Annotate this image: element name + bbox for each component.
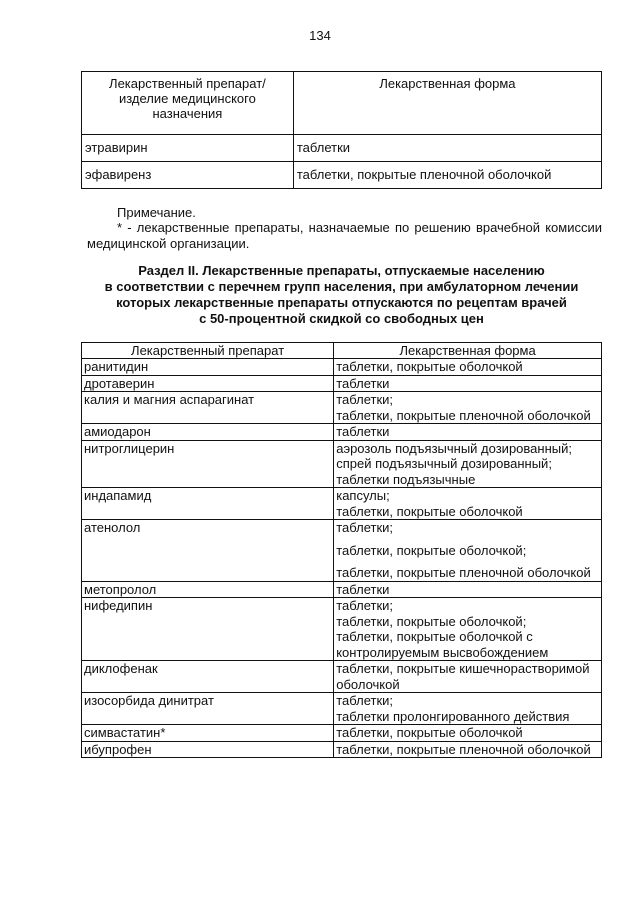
drug-name-cell: метопролол: [82, 581, 334, 598]
drug-form-line: таблетки, покрытые оболочкой: [336, 359, 523, 374]
drug-form-cell: [334, 598, 602, 661]
drug-name-cell: изосорбида динитрат: [82, 693, 334, 725]
drug-form-cell: [334, 741, 602, 758]
drug-form-line: таблетки, покрытые оболочкой;: [336, 542, 527, 558]
drug-form-cell: [334, 359, 602, 376]
table-row: [82, 598, 602, 661]
drug-form-cell: [334, 725, 602, 742]
table-row: [82, 162, 602, 189]
drug-name-cell: ибупрофен: [82, 741, 334, 758]
table-row: [82, 725, 602, 742]
drug-name-cell: этравирин: [82, 135, 294, 162]
drug-form-line: таблетки;: [336, 520, 394, 535]
table-row: [82, 488, 602, 520]
drug-form-line: таблетки: [336, 375, 390, 391]
drug-form-line: таблетки, покрытые кишечнорастворимой оболочкой: [336, 661, 590, 692]
drug-form-line: таблетки: [336, 581, 390, 597]
drug-form-line: таблетки, покрытые пленочной оболочкой: [336, 407, 591, 423]
drug-form-line: аэрозоль подъязычный дозированный;: [336, 440, 572, 456]
table-row: [82, 661, 602, 693]
drug-form-cell: таблетки, покрытые пленочной оболочкой: [293, 162, 601, 189]
drug-name-cell: дротаверин: [82, 375, 334, 392]
table-body: [82, 359, 602, 758]
drug-form-line: таблетки, покрытые пленочной оболочкой: [336, 565, 591, 580]
drug-form-cell: [334, 440, 602, 488]
drug-form-line: таблетки, покрытые оболочкой;: [336, 613, 527, 629]
drug-name-cell: диклофенак: [82, 661, 334, 693]
drug-name-cell: симвастатин*: [82, 725, 334, 742]
drug-name-cell: индапамид: [82, 488, 334, 520]
drug-form-line: таблетки подъязычные: [336, 471, 476, 487]
note-title: Примечание.: [117, 205, 196, 220]
drug-form-line: спрей подъязычный дозированный;: [336, 456, 552, 471]
drug-form-line: таблетки, покрытые оболочкой: [336, 725, 523, 740]
page-number: 134: [309, 28, 331, 43]
column-header-form: Лекарственная форма: [293, 72, 601, 135]
section-title: Раздел II. Лекарственные препараты, отпускаемые населению в соответствии с перечнем групп населения, при амбулаторном лечении которых лекарственные препараты отпускаются по рецептам врачей с 50-процентной скидкой со свободных цен: [104, 263, 579, 326]
table-row: [82, 581, 602, 598]
drug-form-cell: [334, 392, 602, 424]
table-row: [82, 359, 602, 376]
column-header-drug: Лекарственный препарат: [82, 343, 334, 359]
table-row: [82, 375, 602, 392]
drug-form-cell: [334, 520, 602, 582]
table-row: [82, 693, 602, 725]
drug-name-cell: ранитидин: [82, 359, 334, 376]
drug-form-line: капсулы;: [336, 488, 390, 503]
drug-form-line: таблетки пролонгированного действия: [336, 708, 570, 724]
drug-form-line: таблетки, покрытые оболочкой: [336, 503, 523, 519]
drug-form-cell: [334, 581, 602, 598]
drug-name-cell: эфавиренз: [82, 162, 294, 189]
column-header-form: Лекарственная форма: [334, 343, 602, 359]
drug-form-cell: [334, 375, 602, 392]
drug-table-1: [81, 71, 602, 189]
drug-name-cell: амиодарон: [82, 424, 334, 441]
table-row: [82, 424, 602, 441]
note-text: * - лекарственные препараты, назначаемые по решению врачебной комиссии медицинской организации.: [87, 220, 602, 251]
table-row: [82, 440, 602, 488]
drug-form-cell: таблетки: [293, 135, 601, 162]
table-header-row: [82, 343, 602, 359]
table-row: [82, 135, 602, 162]
table-row: [82, 741, 602, 758]
drug-form-line: таблетки;: [336, 693, 394, 708]
drug-form-cell: [334, 424, 602, 441]
drug-form-line: таблетки;: [336, 598, 394, 613]
drug-form-line: таблетки;: [336, 392, 394, 407]
drug-form-cell: [334, 661, 602, 693]
drug-table-2: [81, 342, 602, 758]
drug-form-line: таблетки, покрытые пленочной оболочкой: [336, 741, 591, 757]
drug-form-cell: [334, 693, 602, 725]
drug-name-cell: нитроглицерин: [82, 440, 334, 488]
drug-form-line: таблетки, покрытые оболочкой с контролируемым высвобождением: [336, 629, 549, 660]
drug-name-cell: атенолол: [82, 520, 334, 582]
drug-form-cell: [334, 488, 602, 520]
drug-name-cell: нифедипин: [82, 598, 334, 661]
table-row: [82, 520, 602, 582]
column-header-drug: Лекарственный препарат/ изделие медицинского назначения: [82, 72, 294, 135]
drug-name-cell: калия и магния аспарагинат: [82, 392, 334, 424]
drug-form-line: таблетки: [336, 424, 390, 439]
table-row: [82, 392, 602, 424]
table-header-row: [82, 72, 602, 135]
